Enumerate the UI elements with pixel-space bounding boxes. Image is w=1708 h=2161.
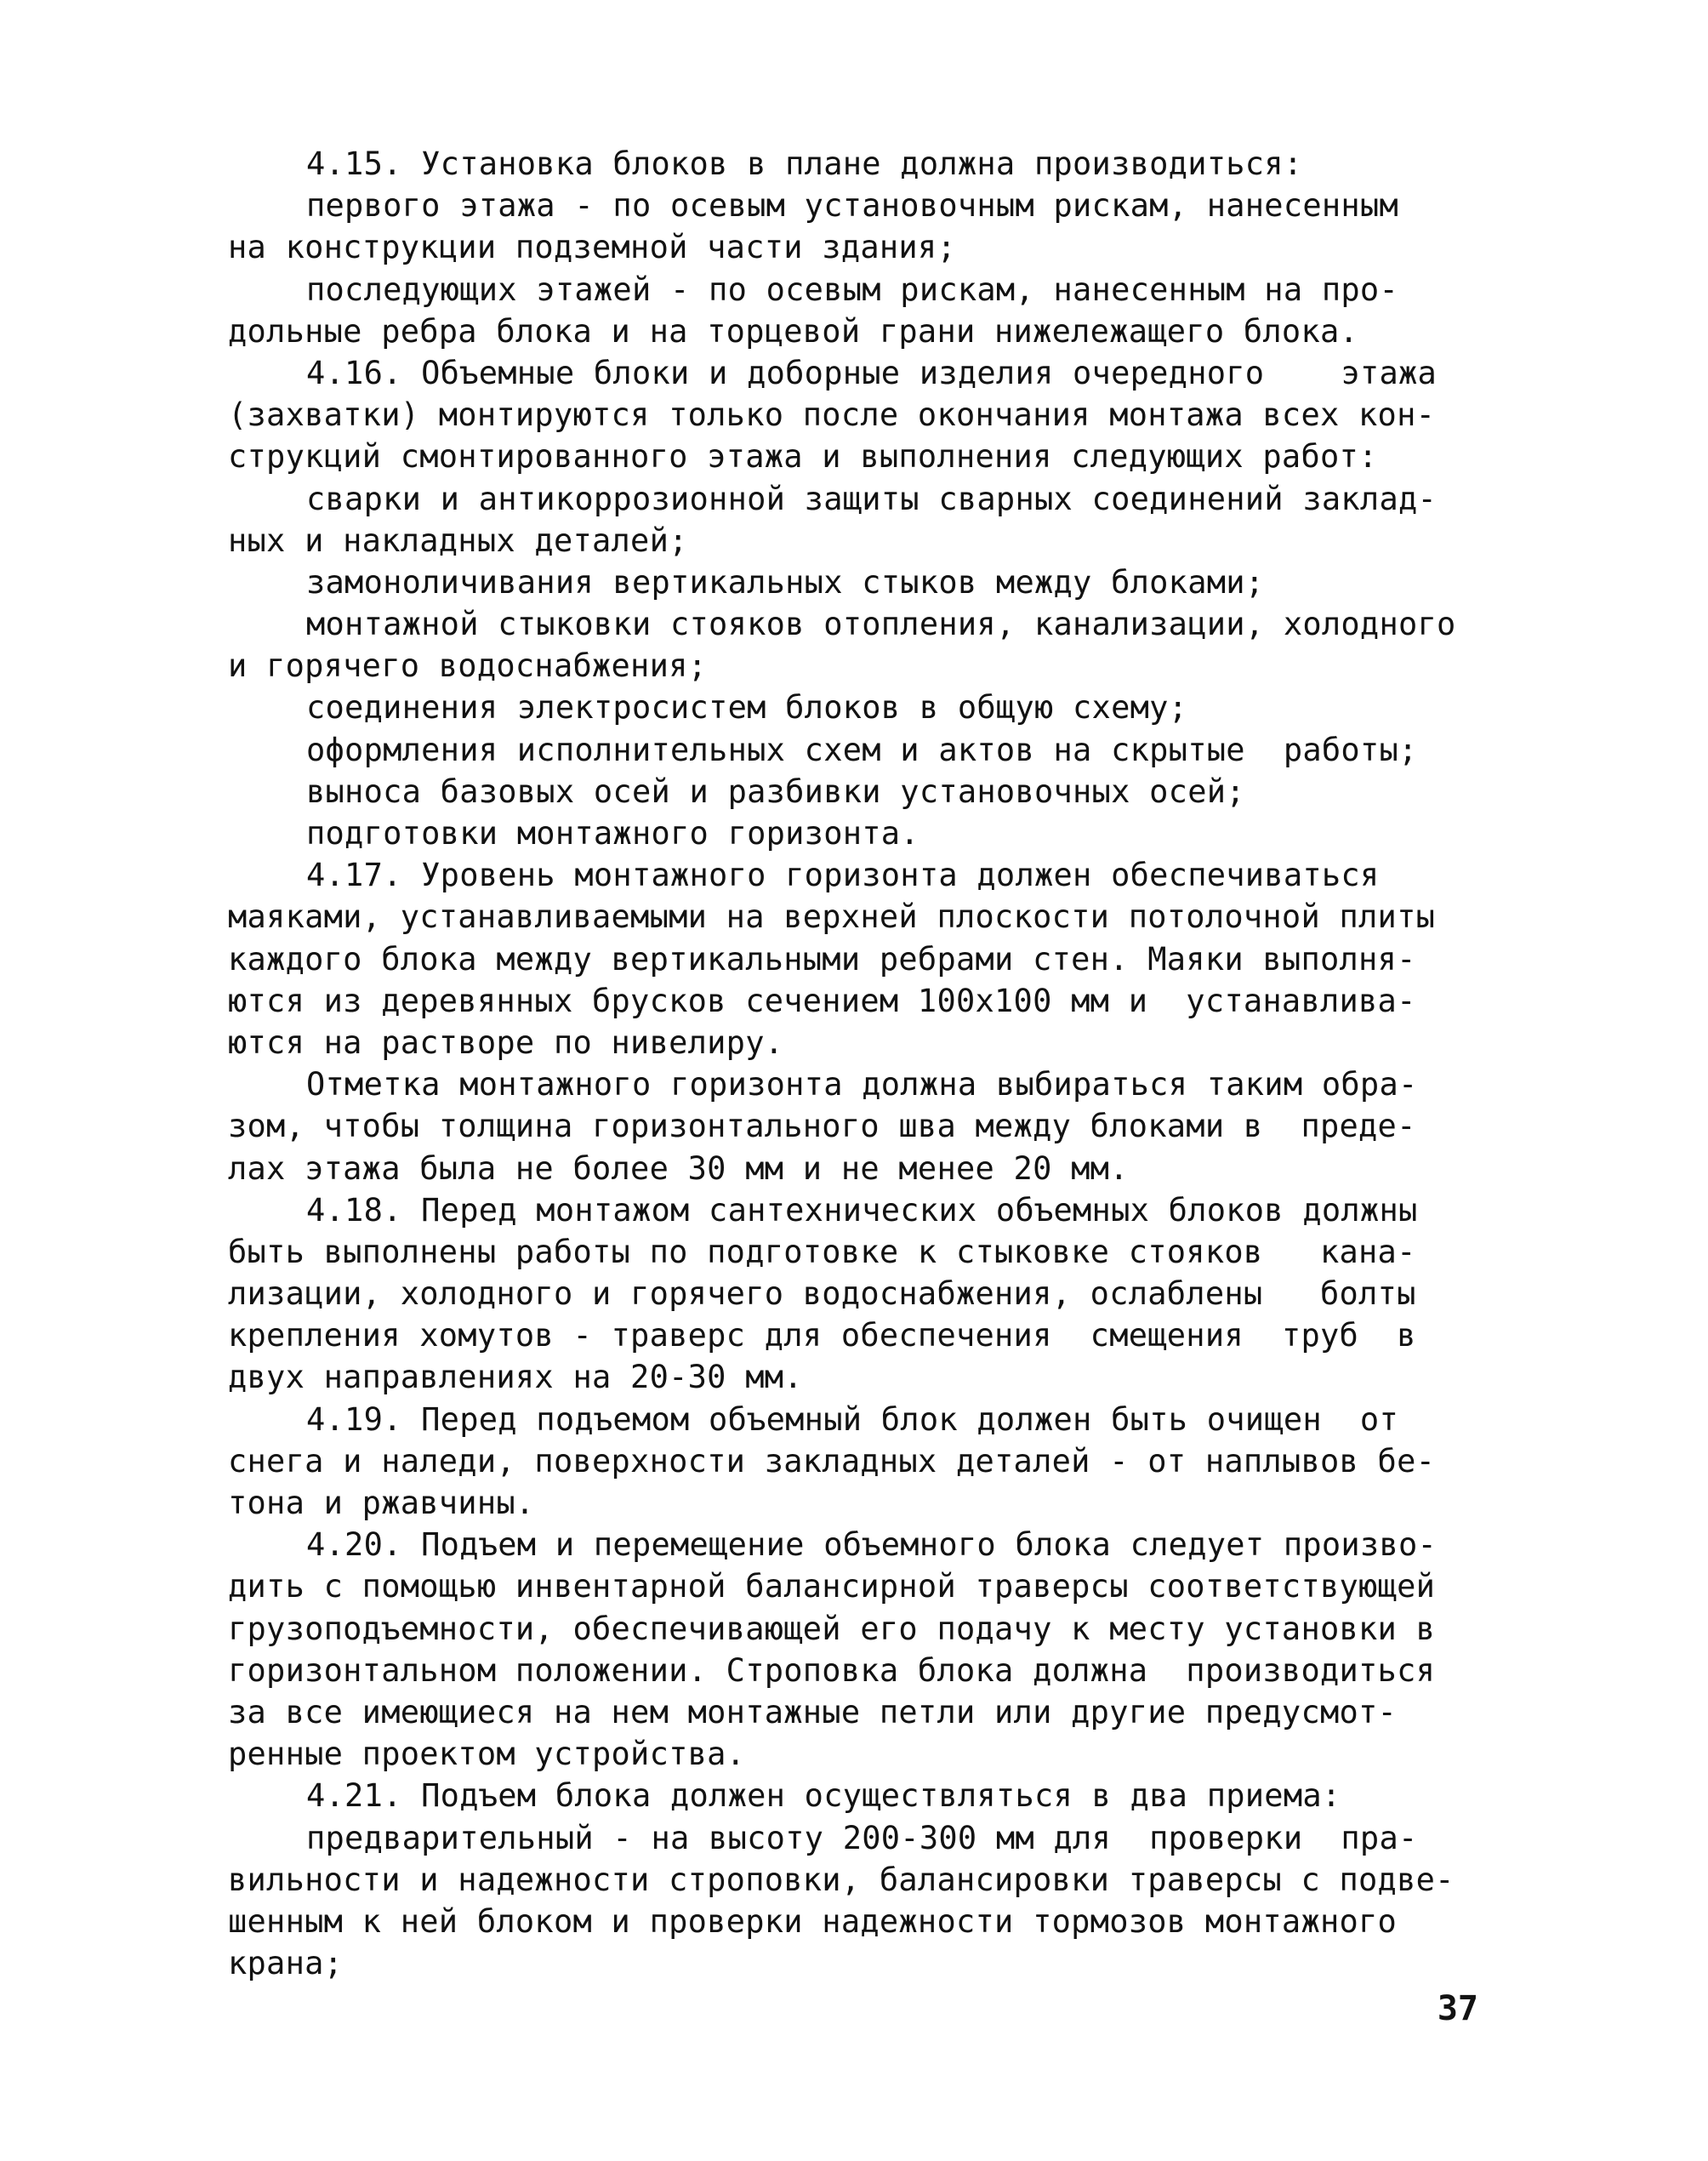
text-line: снега и наледи, поверхности закладных деталей - от наплывов бе- [228,1442,1436,1480]
text-line: 4.20. Подъем и перемещение объемного блока следует произво- [306,1526,1438,1564]
text-line: выноса базовых осей и разбивки установочных осей; [306,773,1245,810]
text-line: горизонтальном положении. Строповка блока должна производиться [228,1651,1436,1689]
text-line: сварки и антикоррозионной защиты сварных соединений заклад- [306,480,1438,517]
text-line: тона и ржавчины. [228,1485,535,1521]
text-line: быть выполнены работы по подготовке к стыковке стояков кана- [228,1233,1416,1270]
text-line: подготовки монтажного горизонта. [306,815,919,852]
text-line: струкций смонтированного этажа и выполнения следующих работ: [228,438,1378,476]
text-line: оформления исполнительных схем и актов на скрытые работы; [306,731,1418,768]
text-line: 4.15. Установка блоков в плане должна производиться: [306,145,1303,182]
text-line: 4.17. Уровень монтажного горизонта должен обеспечиваться [306,857,1380,894]
page-number: 37 [1437,1989,1478,2028]
text-line: вильности и надежности строповки, балансировки траверсы с подве- [228,1861,1455,1898]
text-line: соединения электросистем блоков в общую схему; [306,689,1188,727]
text-line: шенным к ней блоком и проверки надежности тормозов монтажного [228,1902,1398,1940]
text-line: 4.16. Объемные блоки и доборные изделия очередного этажа [306,354,1438,391]
text-line: 4.21. Подъем блока должен осуществляться в два приема: [306,1777,1341,1815]
text-line: Отметка монтажного горизонта должна выбираться таким обра- [306,1066,1418,1103]
text-line: двух направлениях на 20-30 мм. [228,1359,803,1396]
text-line: монтажной стыковки стояков отопления, канализации, холодного [306,606,1456,643]
text-line: маяками, устанавливаемыми на верхней плоскости потолочной плиты [228,898,1436,936]
text-line: лах этажа была не более 30 мм и не менее 20 мм. [228,1149,1129,1187]
text-line: ются из деревянных брусков сечением 100х100 мм и устанавлива- [228,982,1416,1019]
text-line: грузоподъемности, обеспечивающей его подачу к месту установки в [228,1610,1436,1647]
text-line: 4.18. Перед монтажом сантехнических объемных блоков должны [306,1191,1418,1229]
text-line: предварительный - на высоту 200-300 мм для проверки пра- [306,1819,1418,1856]
text-line: последующих этажей - по осевым рискам, нанесенным на про- [306,271,1398,308]
text-line: и горячего водоснабжения; [228,647,708,685]
text-line: дольные ребра блока и на торцевой грани нижележащего блока. [228,312,1359,350]
text-line: за все имеющиеся на нем монтажные петли или другие предусмот- [228,1693,1398,1731]
text-line: дить с помощью инвентарной балансирной траверсы соответствующей [228,1568,1436,1605]
body-text [228,143,1478,1984]
text-line: ренные проектом устройства. [228,1736,746,1773]
text-line: (захватки) монтируются только после окончания монтажа всех кон- [228,396,1436,434]
text-line: первого этажа - по осевым установочным рискам, нанесенным [306,187,1398,225]
text-line: 4.19. Перед подъемом объемный блок должен быть очищен от [306,1400,1398,1438]
text-line: зом, чтобы толщина горизонтального шва между блоками в преде- [228,1108,1416,1145]
text-line: замоноличивания вертикальных стыков между блоками; [306,563,1265,601]
text-line: крепления хомутов - траверс для обеспечения смещения труб в [228,1317,1416,1354]
text-line: ются на растворе по нивелиру. [228,1023,784,1061]
text-line: на конструкции подземной части здания; [228,229,956,266]
text-line: лизации, холодного и горячего водоснабжения, ослаблены болты [228,1275,1416,1313]
text-line: каждого блока между вертикальными ребрами стен. Маяки выполня- [228,940,1416,978]
text-line: крана; [228,1945,344,1982]
text-line: ных и накладных деталей; [228,522,688,559]
